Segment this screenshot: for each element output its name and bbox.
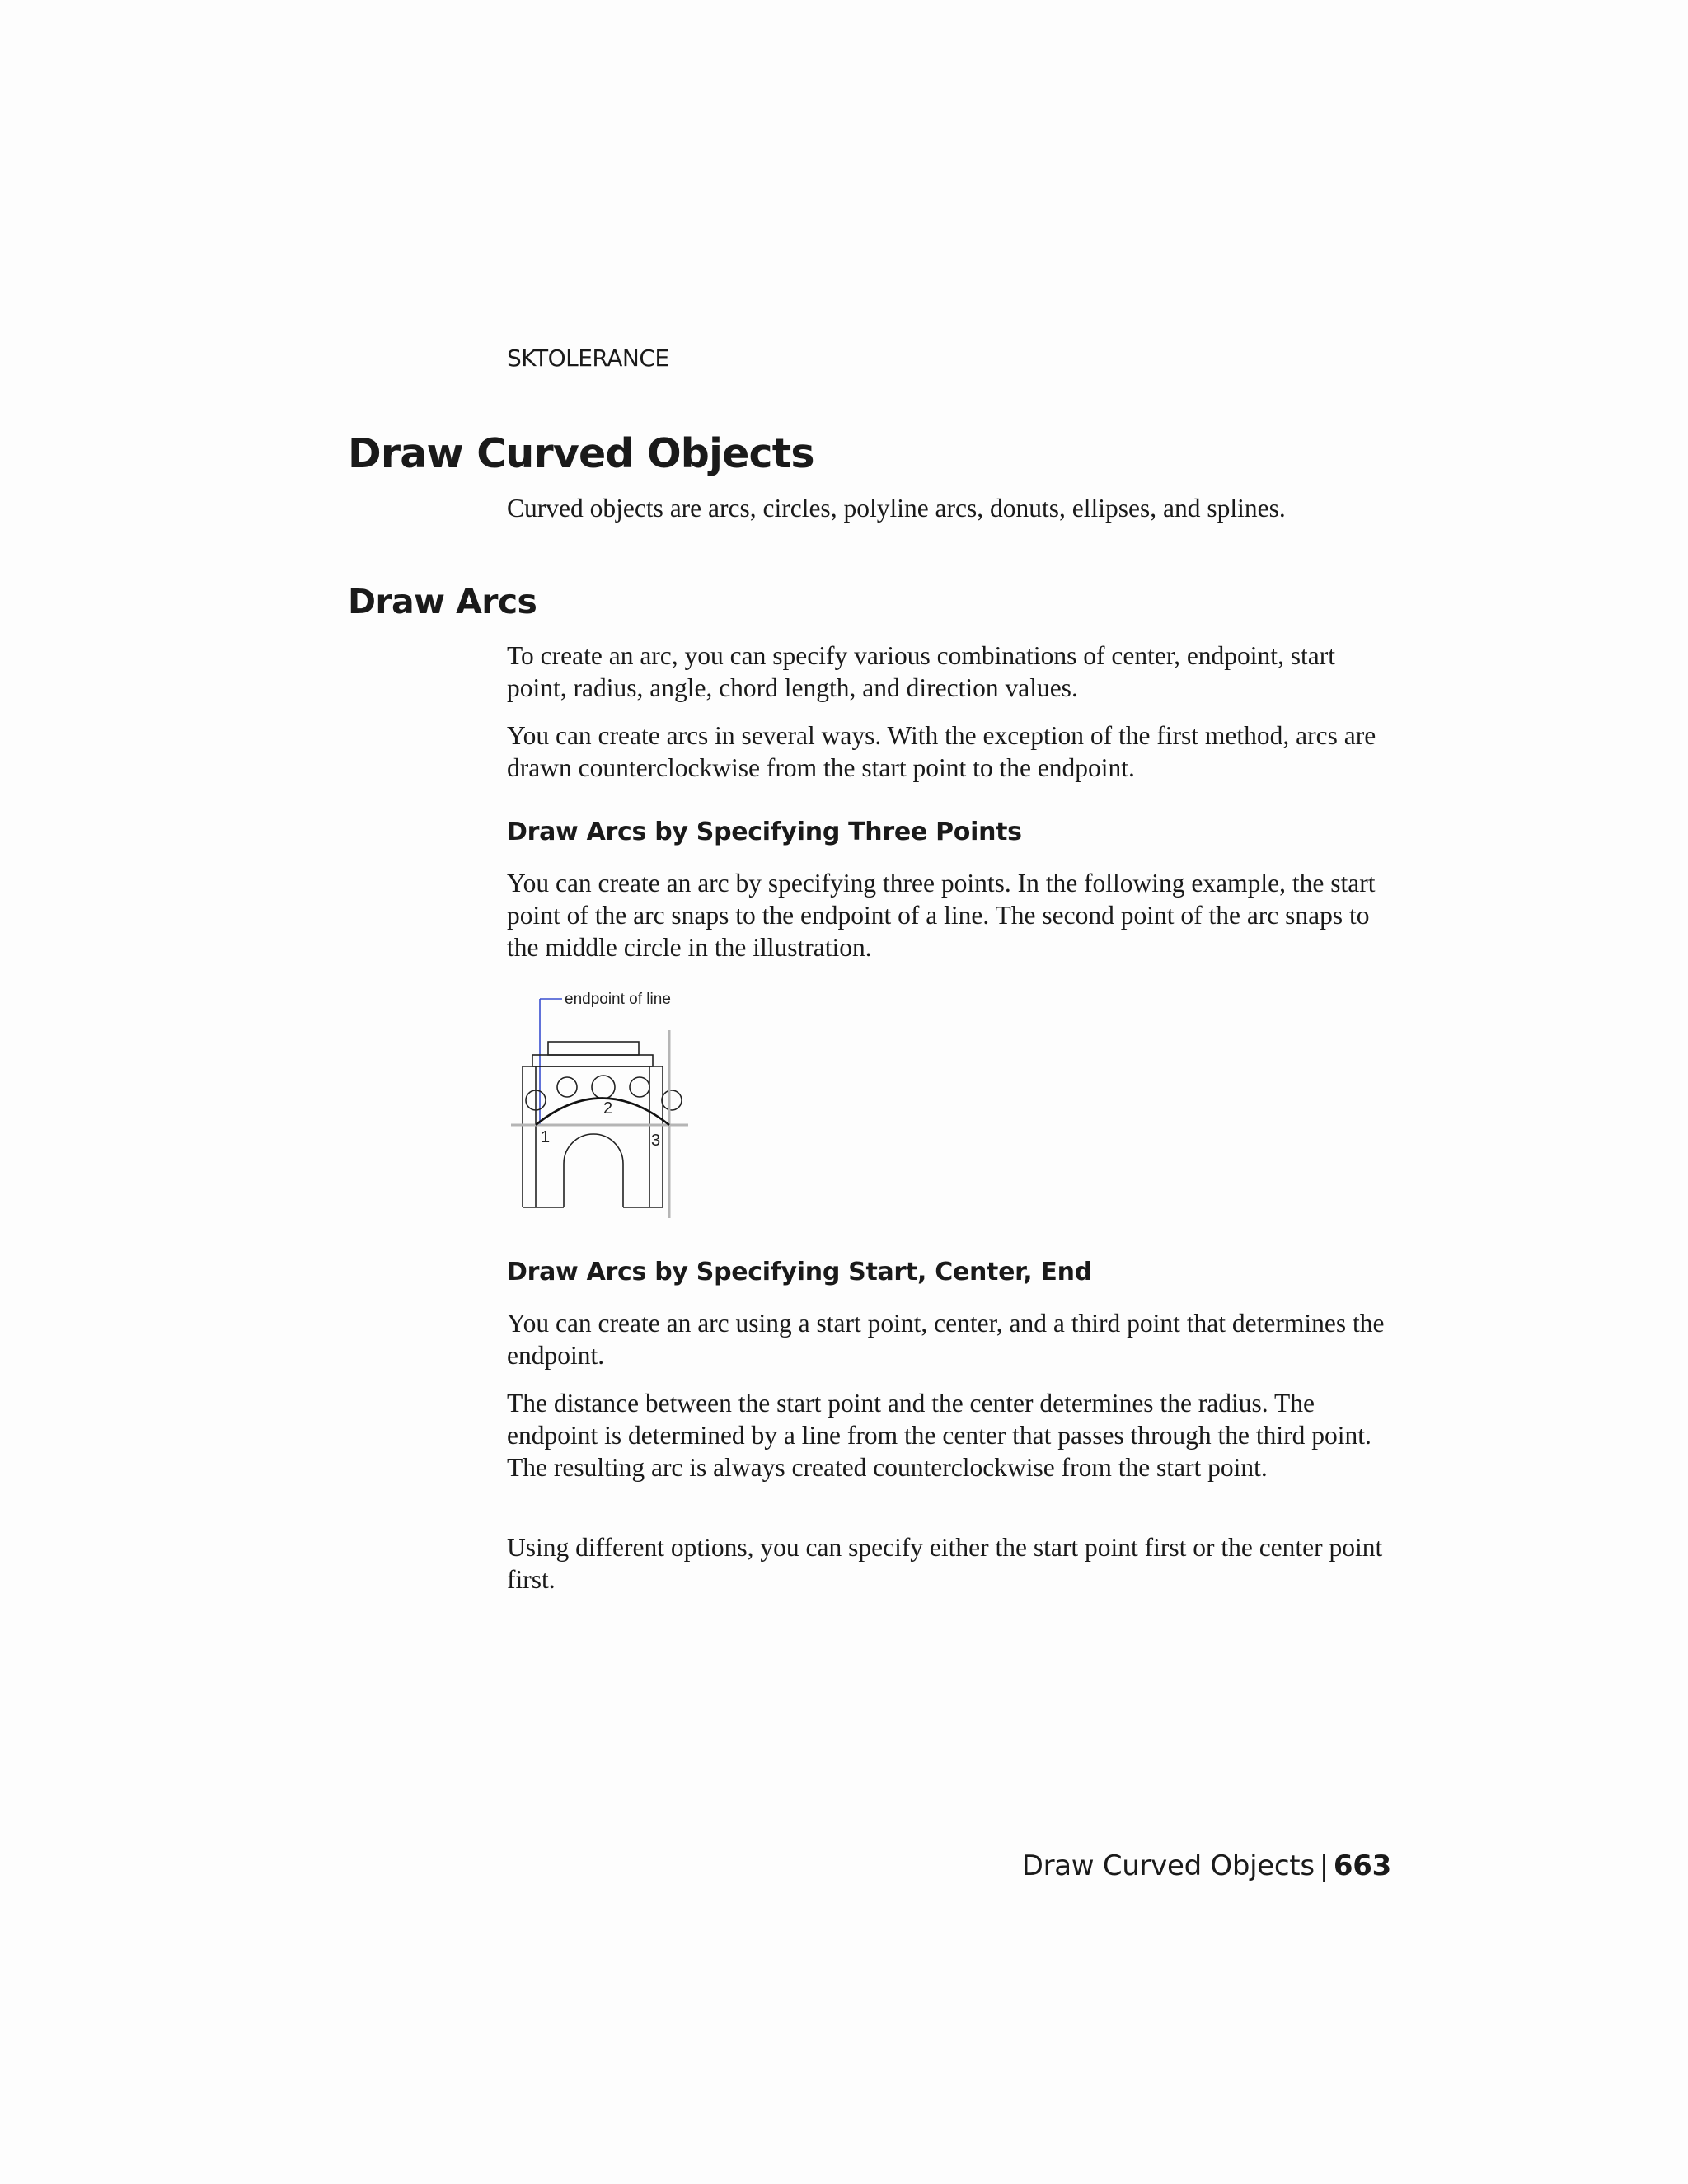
circle-right-edge — [662, 1090, 682, 1110]
arch-opening — [564, 1134, 623, 1207]
roof-cornice — [532, 1055, 653, 1066]
point-label-3: 3 — [651, 1132, 661, 1150]
page-number: 663 — [1333, 1849, 1391, 1882]
circle-middle — [592, 1076, 615, 1099]
intro-paragraph: Curved objects are arcs, circles, polyline arcs, donuts, ellipses, and splines. — [507, 494, 1286, 523]
running-head: SKTOLERANCE — [507, 344, 669, 372]
arc-three-points-figure — [511, 981, 709, 1220]
point-label-2: 2 — [603, 1099, 613, 1118]
page-footer — [907, 1849, 1391, 1882]
footer-title: Draw Curved Objects — [1021, 1849, 1315, 1882]
circle-1 — [557, 1077, 577, 1097]
circle-3 — [630, 1077, 649, 1097]
callout-label: endpoint of line — [565, 991, 671, 1008]
arcs-paragraph-1: To create an arc, you can specify various combinations of center, endpoint, start point, radius, angle, chord length, and direction values. — [507, 641, 1336, 702]
section-heading-draw-arcs: Draw Arcs — [348, 582, 537, 621]
arcs-paragraph-2: You can create arcs in several ways. With the exception of the first method, arcs are drawn counterclockwise from the start point to the endpoint. — [507, 721, 1376, 782]
three-points-paragraph: You can create an arc by specifying three points. In the following example, the start point of the arc snaps to the endpoint of a line. The second point of the arc snaps to the middle circle in the illustration. — [507, 869, 1376, 962]
subheading-three-points: Draw Arcs by Specifying Three Points — [507, 818, 1022, 846]
point-label-1: 1 — [541, 1128, 551, 1146]
start-center-end-paragraph-1: You can create an arc using a start point, center, and a third point that determines the endpoint. — [507, 1309, 1385, 1370]
start-center-end-paragraph-3: Using different options, you can specify either the start point first or the center point first. — [507, 1533, 1383, 1594]
roof-top — [548, 1042, 639, 1055]
page-title: Draw Curved Objects — [348, 430, 814, 477]
subheading-start-center-end: Draw Arcs by Specifying Start, Center, End — [507, 1258, 1092, 1286]
start-center-end-paragraph-2: The distance between the start point and the center determines the radius. The endpoint is determined by a line from the center that passes through the third point. The resulting arc is always created counterclockwise from the start point. — [507, 1389, 1372, 1482]
footer-separator: | — [1319, 1849, 1329, 1882]
